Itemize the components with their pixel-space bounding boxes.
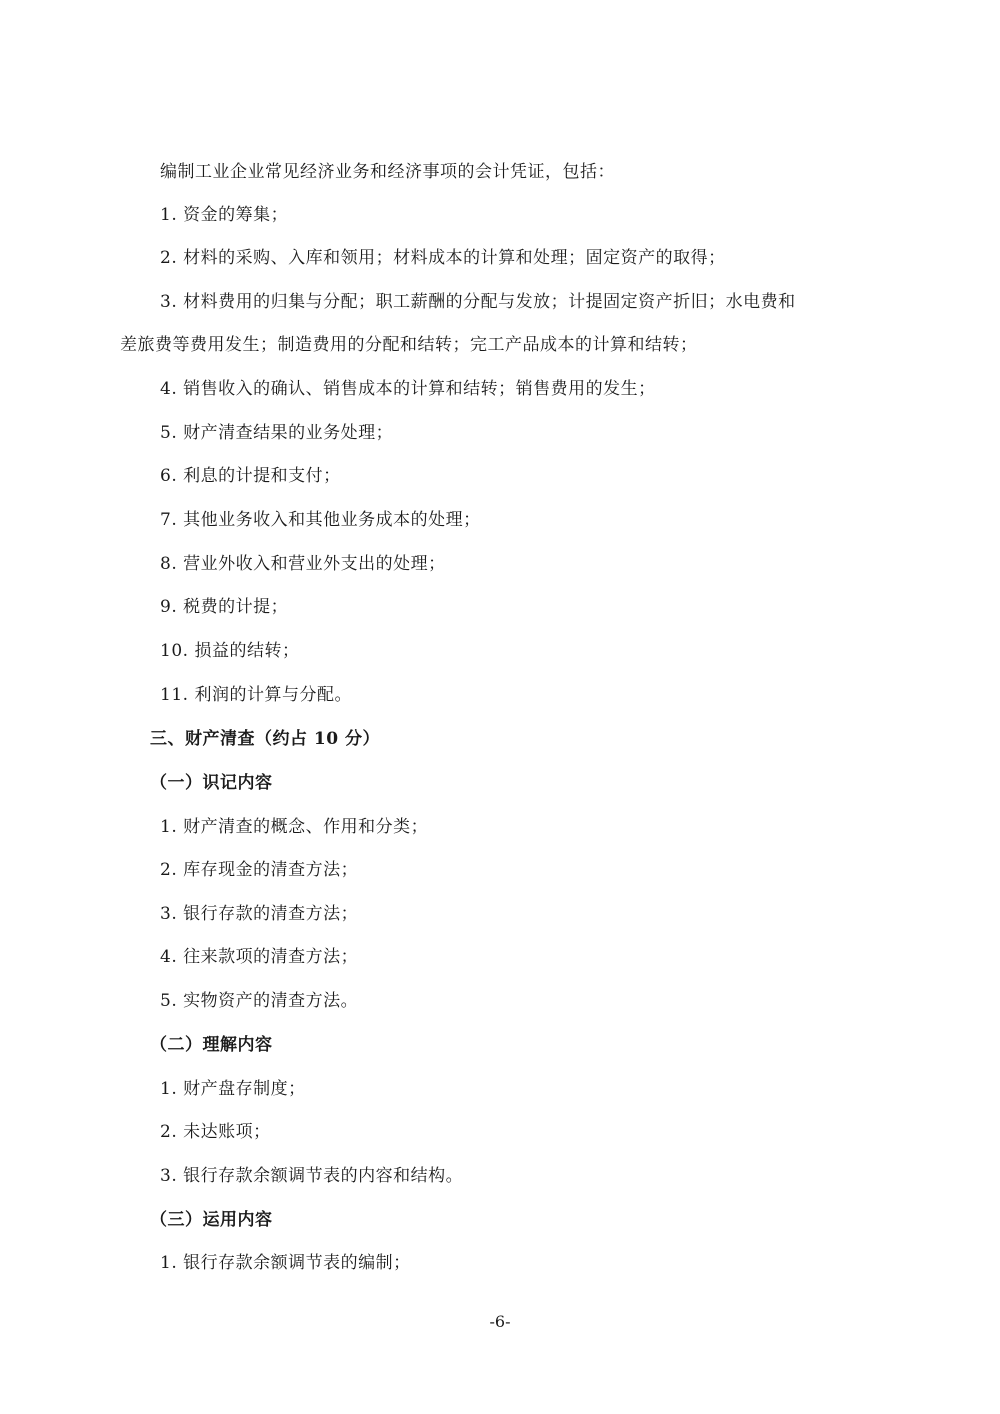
list-item: 2. 材料的采购、入库和领用；材料成本的计算和处理；固定资产的取得； bbox=[160, 248, 726, 268]
list-item: 9. 税费的计提； bbox=[160, 597, 289, 617]
list-item: 2. 库存现金的清查方法； bbox=[160, 860, 359, 880]
list-item: 11. 利润的计算与分配。 bbox=[160, 685, 352, 705]
list-item: 3. 材料费用的归集与分配；职工薪酬的分配与发放；计提固定资产折旧；水电费和 bbox=[160, 292, 796, 312]
list-item-continuation: 差旅费等费用发生；制造费用的分配和结转；完工产品成本的计算和结转； bbox=[120, 335, 698, 355]
list-item: 1. 银行存款余额调节表的编制； bbox=[160, 1253, 411, 1273]
list-item: 1. 财产盘存制度； bbox=[160, 1079, 306, 1099]
list-item: 3. 银行存款余额调节表的内容和结构。 bbox=[160, 1166, 464, 1186]
list-item: 7. 其他业务收入和其他业务成本的处理； bbox=[160, 510, 481, 530]
list-item: 1. 资金的筹集； bbox=[160, 205, 289, 225]
subsection-heading: （三）运用内容 bbox=[150, 1210, 273, 1230]
list-item: 5. 财产清查结果的业务处理； bbox=[160, 423, 394, 443]
list-item: 2. 未达账项； bbox=[160, 1122, 271, 1142]
page-number: -6- bbox=[489, 1312, 511, 1331]
list-item: 6. 利息的计提和支付； bbox=[160, 466, 341, 486]
intro-paragraph: 编制工业企业常见经济业务和经济事项的会计凭证，包括： bbox=[160, 162, 615, 182]
list-item: 5. 实物资产的清查方法。 bbox=[160, 991, 359, 1011]
list-item: 10. 损益的结转； bbox=[160, 641, 300, 661]
list-item: 8. 营业外收入和营业外支出的处理； bbox=[160, 554, 446, 574]
list-item: 1. 财产清查的概念、作用和分类； bbox=[160, 817, 429, 837]
list-item: 3. 银行存款的清查方法； bbox=[160, 904, 359, 924]
subsection-heading: （二）理解内容 bbox=[150, 1035, 273, 1055]
list-item: 4. 销售收入的确认、销售成本的计算和结转；销售费用的发生； bbox=[160, 379, 656, 399]
subsection-heading: （一）识记内容 bbox=[150, 773, 273, 793]
list-item: 4. 往来款项的清查方法； bbox=[160, 947, 359, 967]
section-heading: 三、财产清查（约占 10 分） bbox=[150, 729, 380, 749]
